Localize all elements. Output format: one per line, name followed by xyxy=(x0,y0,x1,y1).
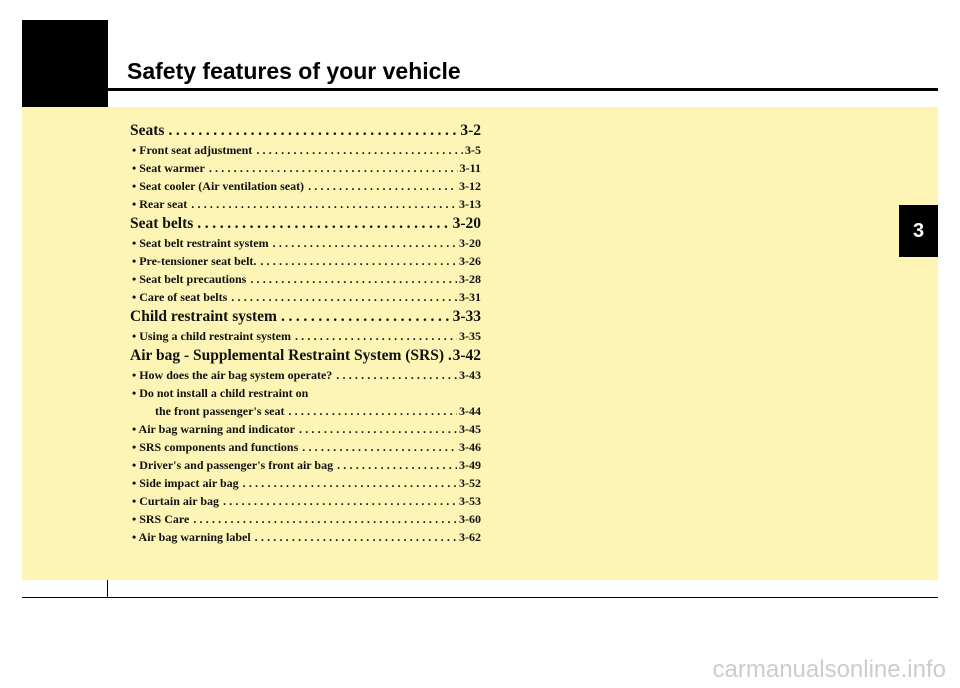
toc-entry-page: 3-49 xyxy=(459,458,481,472)
dot-leader xyxy=(189,510,457,528)
dot-leader xyxy=(295,420,457,438)
toc-entry-page: 3-62 xyxy=(459,530,481,544)
watermark: carmanualsonline.info xyxy=(712,656,946,683)
toc-subsection-entry[interactable] xyxy=(130,384,481,402)
toc-entry-label: • Using a child restraint system xyxy=(132,329,291,343)
chapter-tab[interactable]: 3 xyxy=(899,205,938,257)
dot-leader xyxy=(219,492,457,510)
dot-leader xyxy=(239,474,457,492)
toc-subsection-entry[interactable] xyxy=(130,177,481,195)
dot-leader xyxy=(227,288,457,306)
toc-entry-page: 3-43 xyxy=(459,368,481,382)
toc-subsection-entry[interactable] xyxy=(130,159,481,177)
toc-subsection-entry[interactable] xyxy=(130,528,481,546)
toc-section-entry[interactable] xyxy=(130,120,481,141)
dot-leader xyxy=(269,234,457,252)
toc-entry-page: 3-60 xyxy=(459,512,481,526)
page-title: Safety features of your vehicle xyxy=(127,58,461,84)
toc-entry-label: • Curtain air bag xyxy=(132,494,219,508)
toc-entry-label: • Side impact air bag xyxy=(132,476,239,490)
dot-leader xyxy=(304,177,457,195)
black-corner-block xyxy=(22,20,108,107)
toc-entry-page: 3-11 xyxy=(459,161,481,175)
dot-leader xyxy=(164,120,458,141)
dot-leader xyxy=(246,270,457,288)
toc-subsection-entry[interactable] xyxy=(130,366,481,384)
toc-subsection-entry[interactable] xyxy=(130,402,481,420)
dot-leader xyxy=(193,213,450,234)
toc-entry-label: the front passenger's seat xyxy=(155,404,285,418)
toc-entry-page: 3-35 xyxy=(459,329,481,343)
toc-subsection-entry[interactable] xyxy=(130,270,481,288)
toc-entry-page: 3-42 xyxy=(452,347,481,364)
toc-subsection-entry[interactable] xyxy=(130,492,481,510)
toc-entry-page: 3-53 xyxy=(459,494,481,508)
toc-subsection-entry[interactable] xyxy=(130,234,481,252)
toc-entry-page: 3-26 xyxy=(459,254,481,268)
toc-subsection-entry[interactable] xyxy=(130,438,481,456)
dot-leader xyxy=(332,366,457,384)
dot-leader xyxy=(251,528,457,546)
toc-entry-label: Seat belts xyxy=(130,215,194,232)
toc-entry-label: Air bag - Supplemental Restraint System (SRS) xyxy=(130,347,445,364)
dot-leader xyxy=(291,327,457,345)
dot-leader xyxy=(187,195,457,213)
bottom-rule xyxy=(22,597,938,598)
toc-subsection-entry[interactable] xyxy=(130,195,481,213)
toc-entry-label: • Seat cooler (Air ventilation seat) xyxy=(132,179,305,193)
toc-subsection-entry[interactable] xyxy=(130,510,481,528)
toc-subsection-entry[interactable] xyxy=(130,456,481,474)
dot-leader xyxy=(284,402,457,420)
toc-subsection-entry[interactable] xyxy=(130,474,481,492)
toc-subsection-entry[interactable] xyxy=(130,288,481,306)
title-underline xyxy=(108,88,938,91)
toc-entry-label: • SRS Care xyxy=(132,512,190,526)
toc-entry-label: • Seat belt restraint system xyxy=(132,236,269,250)
toc-entry-page: 3-45 xyxy=(459,422,481,436)
toc-entry-label: • Seat warmer xyxy=(132,161,205,175)
toc-entry-label: • Care of seat belts xyxy=(132,290,228,304)
toc-entry-page: 3-20 xyxy=(459,236,481,250)
toc-entry-page: 3-5 xyxy=(465,143,481,157)
toc-entry-label: • Front seat adjustment xyxy=(132,143,253,157)
toc-entry-page: 3-46 xyxy=(459,440,481,454)
toc-subsection-entry[interactable] xyxy=(130,420,481,438)
toc-entry-label: • Do not install a child restraint on xyxy=(132,386,309,400)
dot-leader xyxy=(298,438,457,456)
toc-entry-label: • Air bag warning label xyxy=(132,530,251,544)
dot-leader xyxy=(252,141,463,159)
toc-entry-label: • Rear seat xyxy=(132,197,188,211)
dot-leader xyxy=(277,306,451,327)
dot-leader xyxy=(333,456,457,474)
table-of-contents xyxy=(130,120,481,546)
toc-entry-label: • Seat belt precautions xyxy=(132,272,247,286)
dot-leader xyxy=(205,159,458,177)
toc-entry-label: • Pre-tensioner seat belt. xyxy=(132,254,257,268)
toc-subsection-entry[interactable] xyxy=(130,252,481,270)
toc-entry-label: Seats xyxy=(130,122,165,139)
toc-entry-label: • SRS components and functions xyxy=(132,440,299,454)
toc-subsection-entry[interactable] xyxy=(130,327,481,345)
toc-entry-page: 3-2 xyxy=(460,122,481,139)
toc-entry-label: • Air bag warning and indicator xyxy=(132,422,296,436)
toc-entry-page: 3-52 xyxy=(459,476,481,490)
toc-section-entry[interactable] xyxy=(130,306,481,327)
toc-entry-label: Child restraint system xyxy=(130,308,277,325)
toc-section-entry[interactable] xyxy=(130,213,481,234)
toc-entry-page: 3-28 xyxy=(459,272,481,286)
toc-entry-page: 3-13 xyxy=(459,197,481,211)
toc-entry-label: • How does the air bag system operate? xyxy=(132,368,333,382)
toc-entry-label: • Driver's and passenger's front air bag xyxy=(132,458,334,472)
dot-leader xyxy=(256,252,457,270)
toc-entry-page: 3-20 xyxy=(452,215,481,232)
toc-entry-page: 3-44 xyxy=(459,404,481,418)
toc-section-entry[interactable] xyxy=(130,345,481,366)
toc-entry-page: 3-33 xyxy=(452,308,481,325)
toc-entry-page: 3-12 xyxy=(459,179,481,193)
toc-entry-page: 3-31 xyxy=(459,290,481,304)
toc-subsection-entry[interactable] xyxy=(130,141,481,159)
